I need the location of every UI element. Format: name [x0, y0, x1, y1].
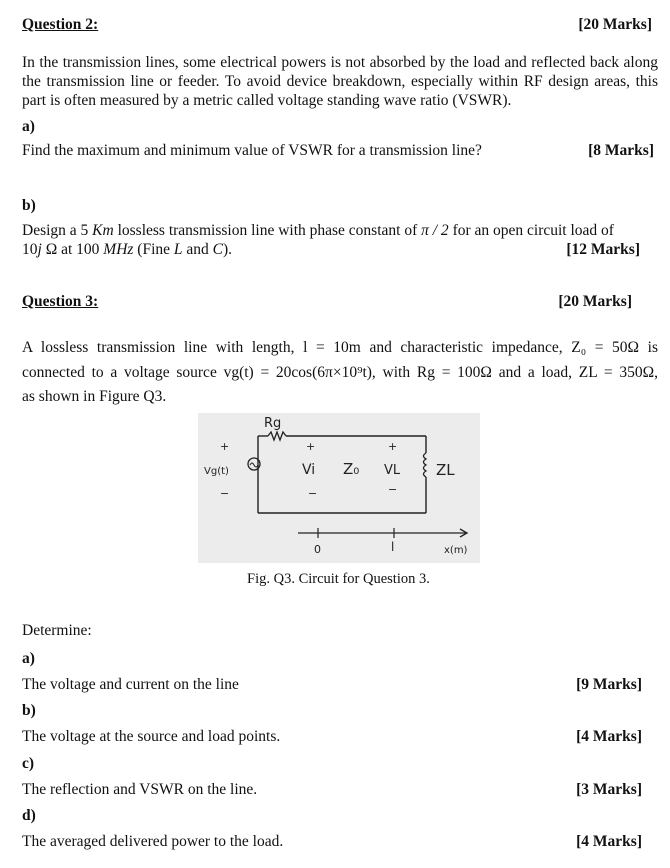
q2-b-l2e: ).	[223, 241, 233, 258]
q2-intro	[22, 53, 658, 110]
q2-b-C: C	[212, 241, 223, 258]
q3-marks: [20 Marks]	[558, 293, 632, 310]
q3-line1: A lossless transmission line with length, l = 10m and characteristic impedance, Z₀ = 50Ω is	[22, 339, 658, 356]
q2-b-L: L	[173, 241, 183, 258]
vl-minus: −	[388, 483, 398, 496]
q2-intro-text: In the transmission lines, some electrical powers is not absorbed by the load and reflected back along the transmission line or feeder. To avoid device breakdown, especially within RF design areas, this part is often measured by a metric called	[22, 54, 658, 109]
vi-minus: −	[308, 487, 318, 500]
q2-a-row	[22, 142, 654, 160]
q3-b-marks: [4 Marks]	[576, 728, 642, 745]
z0-label: Z₀	[343, 460, 360, 478]
q2-b-l2b: Ω at 100	[41, 241, 104, 258]
q2-b-label: b)	[22, 197, 36, 214]
x-label-0: 0	[314, 543, 321, 556]
q2-b-km: Km	[92, 222, 114, 239]
q3-a-marks: [9 Marks]	[576, 676, 642, 693]
q2-b-t3: for an open circuit load of	[448, 222, 614, 239]
q2-b-marks: [12 Marks]	[566, 241, 640, 258]
q3-title: Question 3:	[22, 293, 99, 310]
q2-b-line1	[22, 222, 658, 240]
x-unit-label: x(m)	[444, 545, 468, 556]
vl-plus: +	[388, 440, 398, 453]
q3-d-row	[22, 833, 642, 851]
q2-b-mhz: MHz	[103, 241, 134, 258]
q3-line3: as shown in Figure Q3.	[22, 388, 167, 405]
q3-d-label: d)	[22, 807, 36, 824]
q3-c-text: The reflection and VSWR on the line.	[22, 781, 258, 798]
vg-minus: −	[220, 487, 230, 500]
q3-b-text: The voltage at the source and load points.	[22, 728, 281, 745]
figure-caption: Fig. Q3. Circuit for Question 3.	[247, 571, 430, 587]
q2-b-j: j	[37, 241, 42, 258]
q3-line2: connected to a voltage source vg(t) = 20cos(6π×10⁹t), with Rg = 100Ω and a load, ZL = 350Ω,	[22, 364, 658, 381]
q3-d-text: The averaged delivered power to the load.	[22, 833, 284, 850]
q2-b-phase: π / 2	[421, 222, 449, 239]
q2-b-text-b	[22, 241, 232, 259]
q2-b-text-a	[22, 222, 614, 240]
q3-a-label: a)	[22, 650, 35, 667]
figure-q3	[198, 413, 480, 563]
q3-a-text: The voltage and current on the line	[22, 676, 239, 693]
q2-a-label: a)	[22, 118, 35, 135]
q3-d-marks: [4 Marks]	[576, 833, 642, 850]
q2-b-l2d: and	[182, 241, 213, 258]
zl-label: ZL	[436, 461, 455, 479]
rg-label: Rg	[264, 416, 282, 431]
vi-plus: +	[306, 440, 316, 453]
q2-b-l2a: 10	[22, 241, 38, 258]
ac-wave-icon	[250, 463, 258, 467]
q3-b-label: b)	[22, 702, 36, 719]
determine-label: Determine:	[22, 622, 92, 639]
q2-a-marks: [8 Marks]	[588, 142, 654, 159]
vg-plus: +	[220, 440, 230, 453]
q2-a-text: Find the maximum and minimum value of VSWR for a transmission line?	[22, 142, 482, 159]
q2-marks: [20 Marks]	[578, 16, 652, 33]
circuit-diagram	[198, 413, 480, 563]
x-label-l: l	[391, 540, 395, 554]
q2-b-l2c: (Fine	[133, 241, 174, 258]
q2-intro-vswr: voltage standing wave ratio (VSWR).	[277, 92, 512, 109]
q3-c-row	[22, 781, 642, 799]
q2-b-t1: Design a 5	[22, 222, 93, 239]
zl-load-coil	[424, 453, 427, 477]
q2-b-line2	[22, 241, 640, 259]
vl-label: VL	[384, 463, 401, 478]
q3-a-row	[22, 676, 642, 694]
q3-c-label: c)	[22, 755, 35, 772]
q2-title: Question 2:	[22, 16, 99, 33]
vi-label: Vi	[302, 462, 316, 478]
vg-label: Vg(t)	[204, 466, 229, 477]
q2-b-t2: lossless transmission line with phase constant of	[113, 222, 422, 239]
q3-b-row	[22, 728, 642, 746]
rg-resistor	[268, 432, 286, 440]
q3-c-marks: [3 Marks]	[576, 781, 642, 798]
